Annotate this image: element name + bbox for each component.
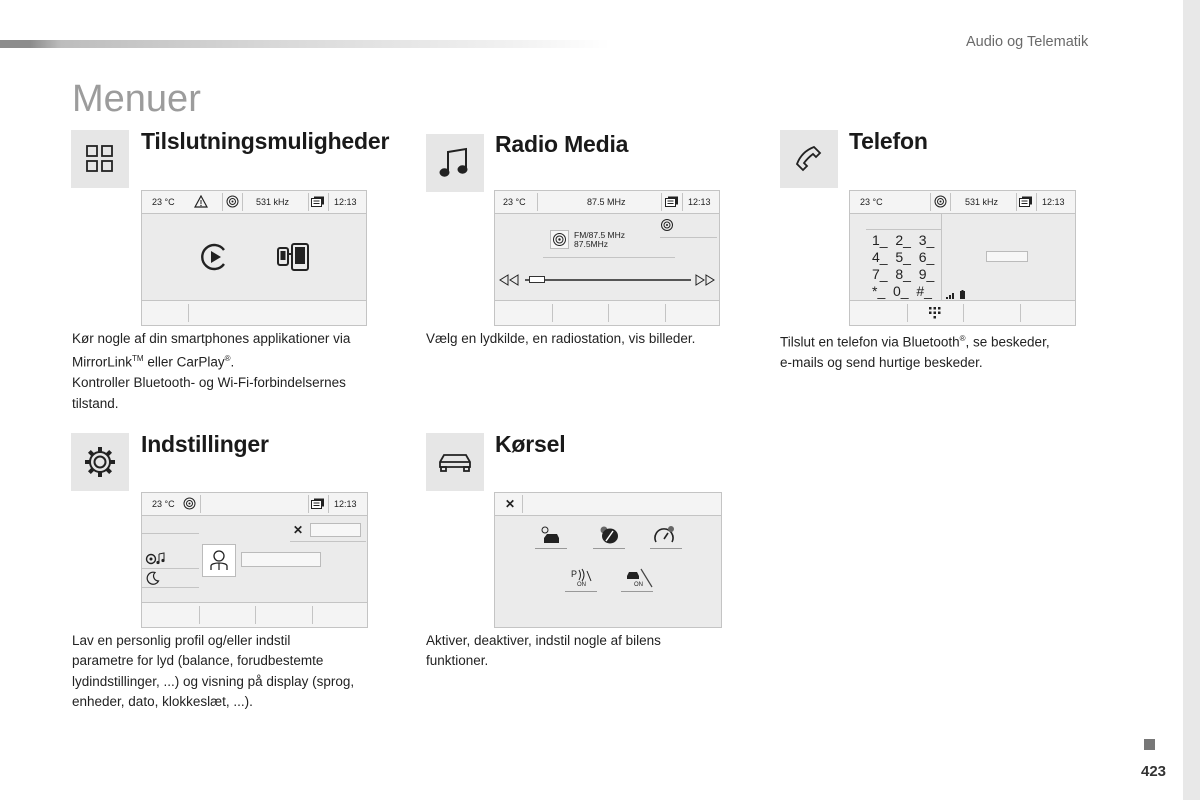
desc-driving: Aktiver, deaktiver, indstil nogle af bilens funktioner. (426, 633, 661, 669)
station-line2: 87.5MHz (574, 239, 609, 249)
progress-track (525, 279, 691, 281)
screen-driving (494, 492, 722, 628)
progress-handle (529, 276, 545, 283)
menu-title-phone: Telefon (849, 128, 928, 154)
screen-time: 12:13 (688, 197, 711, 207)
page-marker (1144, 739, 1155, 750)
screen-temp: 23 °C (860, 197, 883, 207)
number-display (986, 251, 1028, 262)
profile-icon (202, 544, 236, 577)
screen-time: 12:13 (334, 499, 357, 509)
keypad-row: 7_ 8_ 9_ (872, 266, 935, 282)
input-box (310, 523, 361, 537)
svg-text:P: P (571, 569, 578, 579)
profile-name-field (241, 552, 321, 567)
screen-connect (141, 190, 367, 326)
radio-signal-icon (660, 218, 674, 234)
page-edge-bar (1183, 0, 1200, 800)
radio-signal-icon (226, 195, 239, 210)
sound-settings-icon (145, 552, 167, 568)
radio-signal-icon (183, 497, 196, 512)
car-settings-icon (539, 525, 561, 547)
dialpad-icon (928, 306, 942, 322)
radio-signal-icon (934, 195, 947, 210)
phone-icon (780, 130, 838, 188)
screen-temp: 23 °C (503, 197, 526, 207)
fast-forward-icon (694, 274, 716, 288)
message-icon (311, 196, 325, 209)
screen-temp: 23 °C (152, 499, 175, 509)
screen-freq: 531 kHz (965, 197, 999, 207)
speedometer-icon (653, 525, 677, 547)
screen-freq: 87.5 MHz (587, 197, 626, 207)
desc-phone: Tilslut en telefon via Bluetooth®, se beskeder, e-mails og send hurtige beskeder. (780, 334, 1050, 370)
screen-time: 12:13 (1042, 197, 1065, 207)
music-note-icon (426, 134, 484, 192)
menu-title-connect: Tilslutningsmuligheder (141, 128, 390, 154)
eco-leaf-icon (596, 525, 620, 547)
screen-radio (494, 190, 720, 326)
station-line1: FM/87.5 MHz (574, 230, 626, 240)
menu-title-driving: Kørsel (495, 431, 566, 457)
keypad-row: 1_ 2_ 3_ (872, 232, 935, 248)
message-icon (665, 196, 679, 209)
warning-icon (194, 195, 208, 210)
screen-time: 12:13 (334, 197, 357, 207)
moon-icon (146, 571, 160, 587)
menu-title-radio: Radio Media (495, 131, 629, 157)
screen-temp: 23 °C (152, 197, 175, 207)
rewind-icon (498, 274, 520, 288)
page-number: 423 (1141, 763, 1167, 780)
page-title: Menuer (72, 78, 201, 120)
play-app-icon (198, 241, 230, 275)
station-logo-icon (550, 230, 569, 249)
keypad (872, 232, 934, 300)
section-header: Audio og Telematik (966, 34, 1089, 50)
keypad-row: 4_ 5_ 6_ (872, 249, 935, 265)
screen-settings (141, 492, 368, 628)
screen-phone (849, 190, 1076, 326)
car-icon (426, 433, 484, 491)
gear-icon (71, 433, 129, 491)
desc-settings: Lav en personlig profil og/eller indstil parametre for lyd (balance, forudbestemte lydindstillinger, ...) og visning på display (sprog, enheder, dato, klokkeslæt, ...). (72, 633, 355, 710)
keypad-row: *_ 0_ #_ (872, 283, 932, 299)
mirror-phone-icon (276, 241, 312, 275)
menu-title-settings: Indstillinger (141, 431, 269, 457)
screen-freq: 531 kHz (256, 197, 290, 207)
header-gradient-bar (0, 40, 610, 48)
close-icon: ✕ (293, 523, 304, 537)
desc-connect: Kør nogle af din smartphones applikationer via MirrorLink™ eller CarPlay®. Kontroller Bluetooth- og Wi-Fi-forbindelsernes tilstand. (72, 331, 351, 411)
on-label-1: ON (577, 582, 586, 588)
desc-radio: Vælg en lydkilde, en radiostation, vis billeder. (426, 331, 696, 346)
message-icon (311, 498, 325, 511)
message-icon (1019, 196, 1033, 209)
grid-icon (71, 130, 129, 188)
close-icon: ✕ (505, 497, 516, 511)
on-label-2: ON (634, 582, 643, 588)
